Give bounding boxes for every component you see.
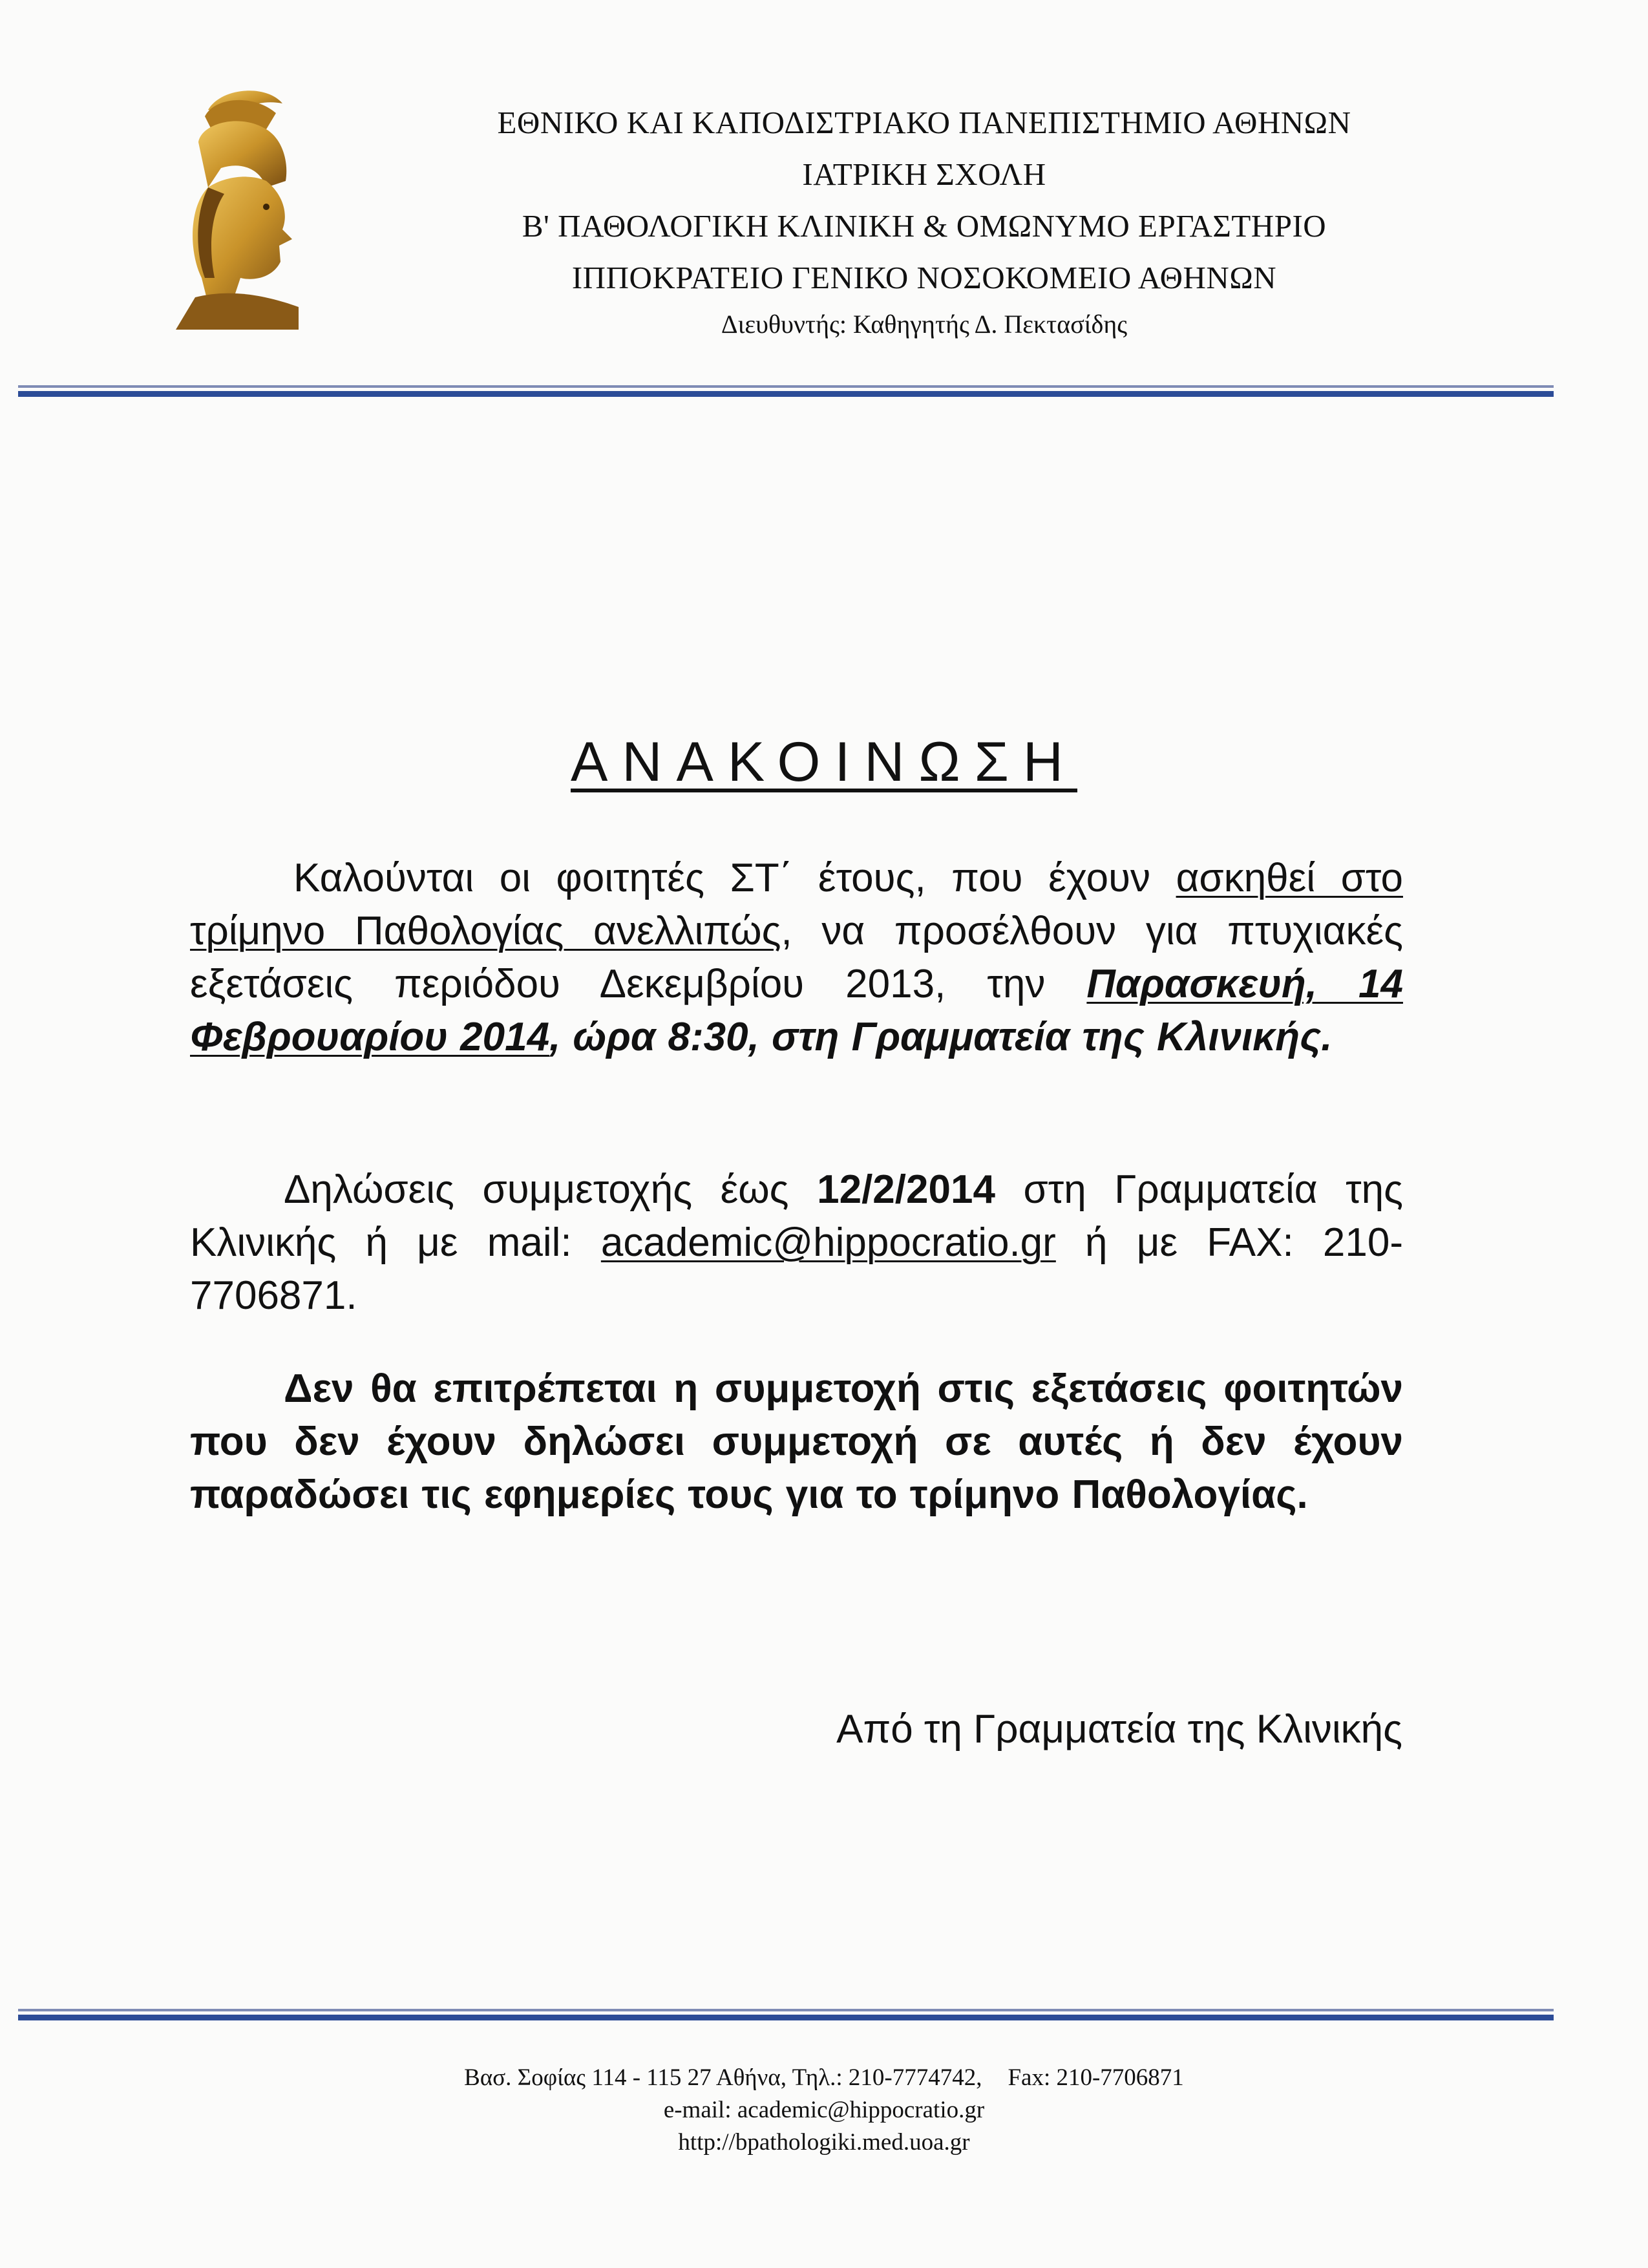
header-line-university: ΕΘΝΙΚΟ ΚΑΙ ΚΑΠΟΔΙΣΤΡΙΑΚΟ ΠΑΝΕΠΙΣΤΗΜΙΟ ΑΘΗΝΩΝ: [497, 105, 1351, 140]
footer-address: Βασ. Σοφίας 114 - 115 27 Αθήνα, Τηλ.: 210-7774742,: [464, 2064, 982, 2091]
p2-text-e: ή με FAX: 210-7706871.: [190, 1220, 1403, 1318]
director-line: Διευθυντής: Καθηγητής Δ. Πεκτασίδης: [721, 310, 1128, 339]
footer-divider: [18, 2009, 1554, 2020]
footer-contact: [0, 2062, 1648, 2159]
notice-paragraph-registration: [190, 1163, 1403, 1322]
footer-email[interactable]: e-mail: academic@hippocratio.gr: [663, 2097, 985, 2123]
p1-exam-time-place: , ώρα 8:30, στη Γραμματεία της Κλινικής.: [549, 1015, 1333, 1059]
athena-helmet-emblem-icon: [169, 84, 312, 330]
header-line-hospital: ΙΠΠΟΚΡΑΤΕΙΟ ΓΕΝΙΚΟ ΝΟΣΟΚΟΜΕΙΟ ΑΘΗΝΩΝ: [571, 260, 1277, 295]
notice-title: ΑΝΑΚΟΙΝΩΣΗ: [571, 731, 1077, 793]
p2-text-a: Δηλώσεις συμμετοχής έως: [284, 1167, 818, 1212]
footer-website[interactable]: http://bpathologiki.med.uoa.gr: [678, 2129, 970, 2156]
notice-paragraph-warning: Δεν θα επιτρέπεται η συμμετοχή στις εξετάσεις φοιτητών που δεν έχουν δηλώσει συμμετοχή σε αυτές ή δεν έχουν παραδώσει τις εφημερίες τους για το τρίμηνο Παθολογίας.: [190, 1366, 1403, 1517]
header-line-school: ΙΑΤΡΙΚΗ ΣΧΟΛΗ: [802, 156, 1046, 192]
p2-deadline: 12/2/2014: [817, 1167, 995, 1212]
p2-text-c: στη Γραμματεία της Κλινικής ή με mail:: [190, 1167, 1403, 1265]
institution-header: [362, 97, 1486, 304]
p1-text-a: Καλούνται οι φοιτητές ΣΤ΄ έτους, που έχουν: [293, 856, 1176, 900]
footer-fax-label: Fax:: [1008, 2064, 1051, 2091]
p2-email-link[interactable]: academic@hippocratio.gr: [600, 1220, 1056, 1265]
p1-text-c: , να προσέλθουν για πτυχιακές εξετάσεις περιόδου Δεκεμβρίου 2013, την: [190, 909, 1403, 1006]
p1-exam-date: Παρασκευή, 14 Φεβρουαρίου 2014: [190, 962, 1403, 1059]
footer-fax: 210-7706871: [1056, 2064, 1184, 2091]
notice-paragraph-exam-call: [190, 852, 1403, 1064]
header-divider: [18, 385, 1554, 397]
p1-underlined-requirement: ασκηθεί στο τρίμηνο Παθολογίας ανελλιπώς: [190, 856, 1403, 953]
signature-line: Από τη Γραμματεία της Κλινικής: [836, 1707, 1402, 1752]
header-line-clinic: Β' ΠΑΘΟΛΟΓΙΚΗ ΚΛΙΝΙΚΗ & ΟΜΩΝΥΜΟ ΕΡΓΑΣΤΗΡΙΟ: [522, 208, 1327, 244]
footer-address-line: [0, 2062, 1648, 2094]
